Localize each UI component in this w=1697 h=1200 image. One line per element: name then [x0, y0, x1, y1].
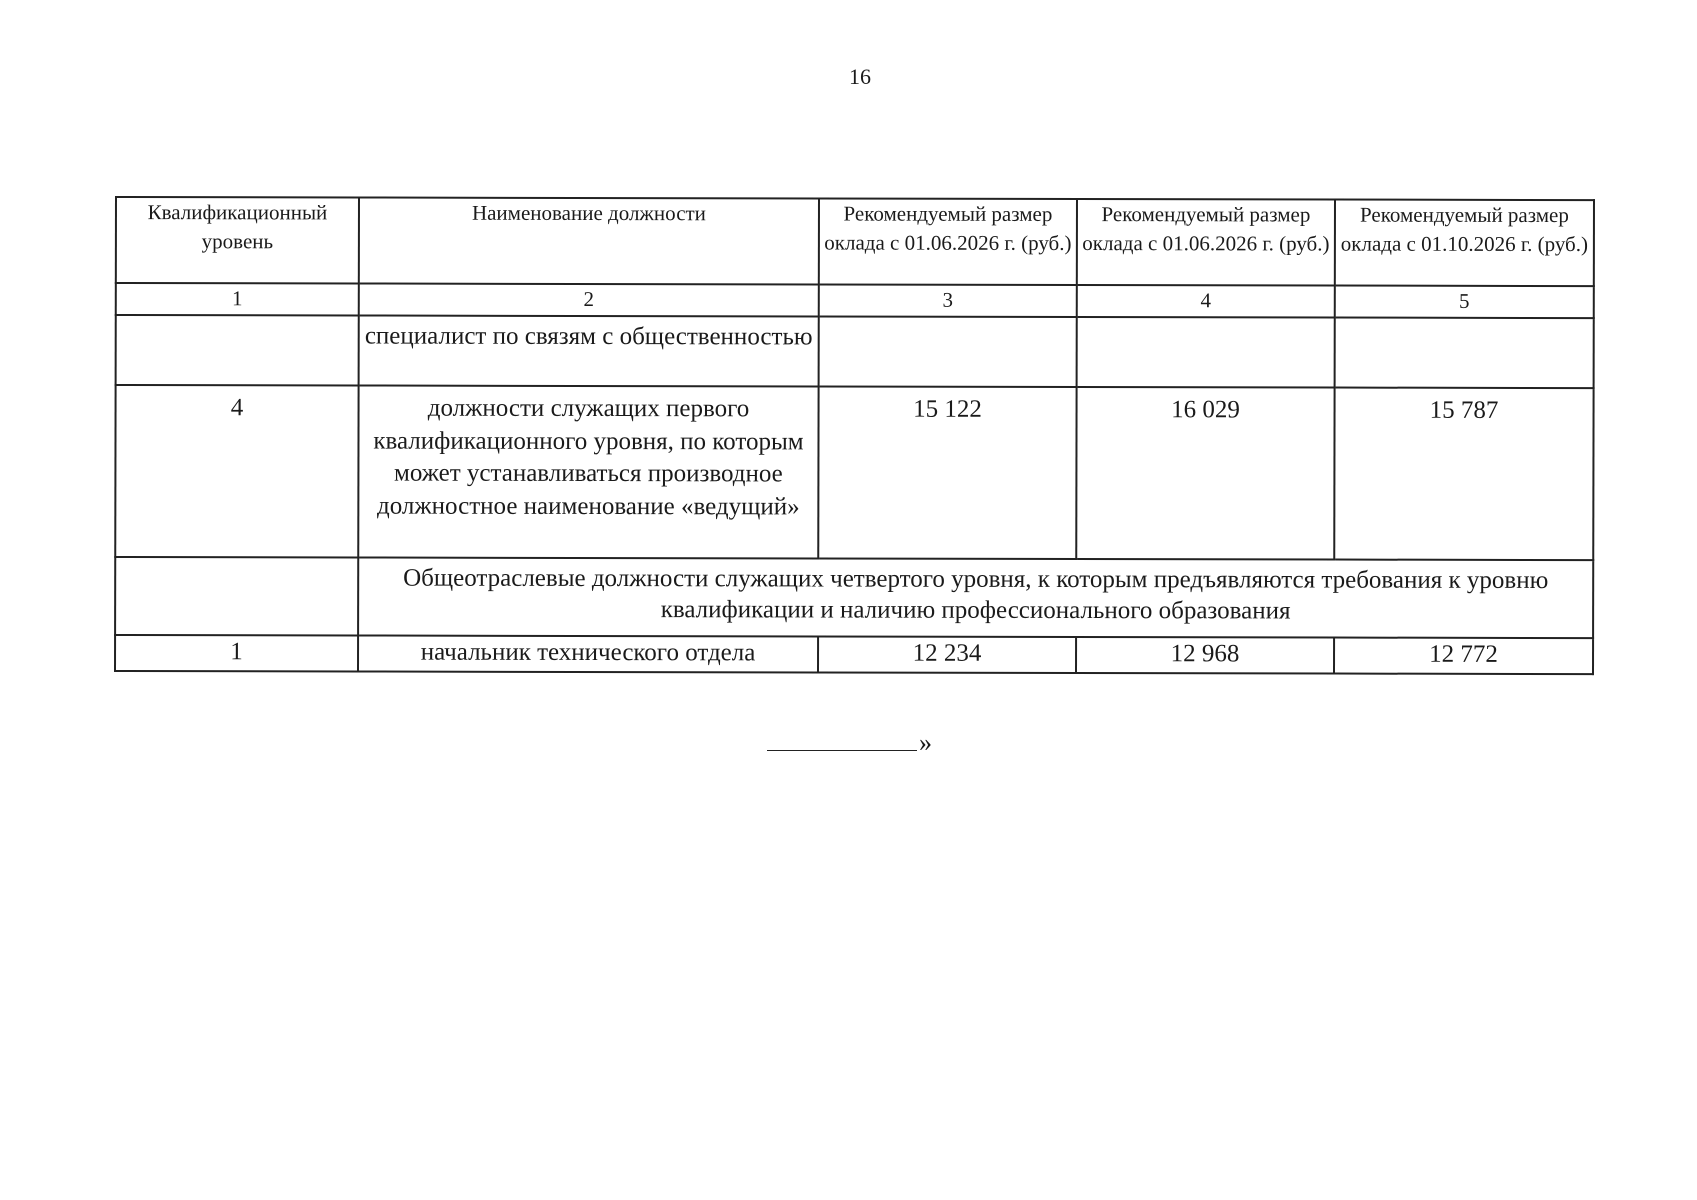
table-row [116, 315, 1594, 388]
closing-mark [767, 728, 932, 758]
column-number: 3 [819, 284, 1077, 317]
position-cell: начальник технического отдела [358, 636, 818, 673]
section-empty-cell [115, 557, 358, 636]
salary-cell: 12 772 [1334, 638, 1593, 675]
level-cell: 4 [115, 385, 358, 558]
column-number: 2 [359, 284, 819, 317]
section-row [115, 557, 1593, 638]
header-position-name: Наименование должности [359, 198, 819, 285]
table-header-row [116, 197, 1594, 286]
header-qualification-level: Квалификационный уровень [116, 197, 359, 284]
column-number: 1 [116, 283, 359, 316]
salary-cell: 16 029 [1076, 387, 1334, 560]
salary-cell [1077, 317, 1335, 388]
column-number: 5 [1335, 286, 1594, 319]
salary-table [114, 196, 1595, 675]
level-cell [116, 315, 359, 386]
salary-cell: 15 122 [818, 386, 1076, 559]
page-number: 16 [849, 64, 871, 89]
header-salary-column-4: Рекомендуемый размер оклада с 01.06.2026 г. (руб.) [1077, 199, 1335, 286]
closing-quote: » [919, 728, 932, 757]
header-salary-column-5: Рекомендуемый размер оклада с 01.10.2026 г. (руб.) [1335, 200, 1594, 287]
level-cell: 1 [115, 635, 358, 672]
position-cell: должности служащих первого квалификационного уровня, по которым может устанавливаться производное должностное наименование «ведущий» [358, 386, 818, 559]
column-number-row [116, 283, 1594, 318]
salary-cell: 12 234 [818, 636, 1076, 673]
header-salary-column-3: Рекомендуемый размер оклада с 01.06.2026 г. (руб.) [819, 198, 1077, 285]
position-cell: специалист по связям с общественностью [359, 316, 819, 387]
salary-cell: 12 968 [1076, 637, 1334, 674]
section-title: Общеотраслевые должности служащих четвертого уровня, к которым предъявляются требования к уровню квалификации и наличию профессионального образования [358, 558, 1593, 639]
table-row [115, 635, 1593, 674]
salary-cell [1335, 318, 1594, 389]
closing-underline [767, 750, 917, 751]
table-row [115, 385, 1593, 560]
salary-cell: 15 787 [1334, 388, 1593, 561]
column-number: 4 [1077, 285, 1335, 318]
salary-cell [819, 316, 1077, 387]
